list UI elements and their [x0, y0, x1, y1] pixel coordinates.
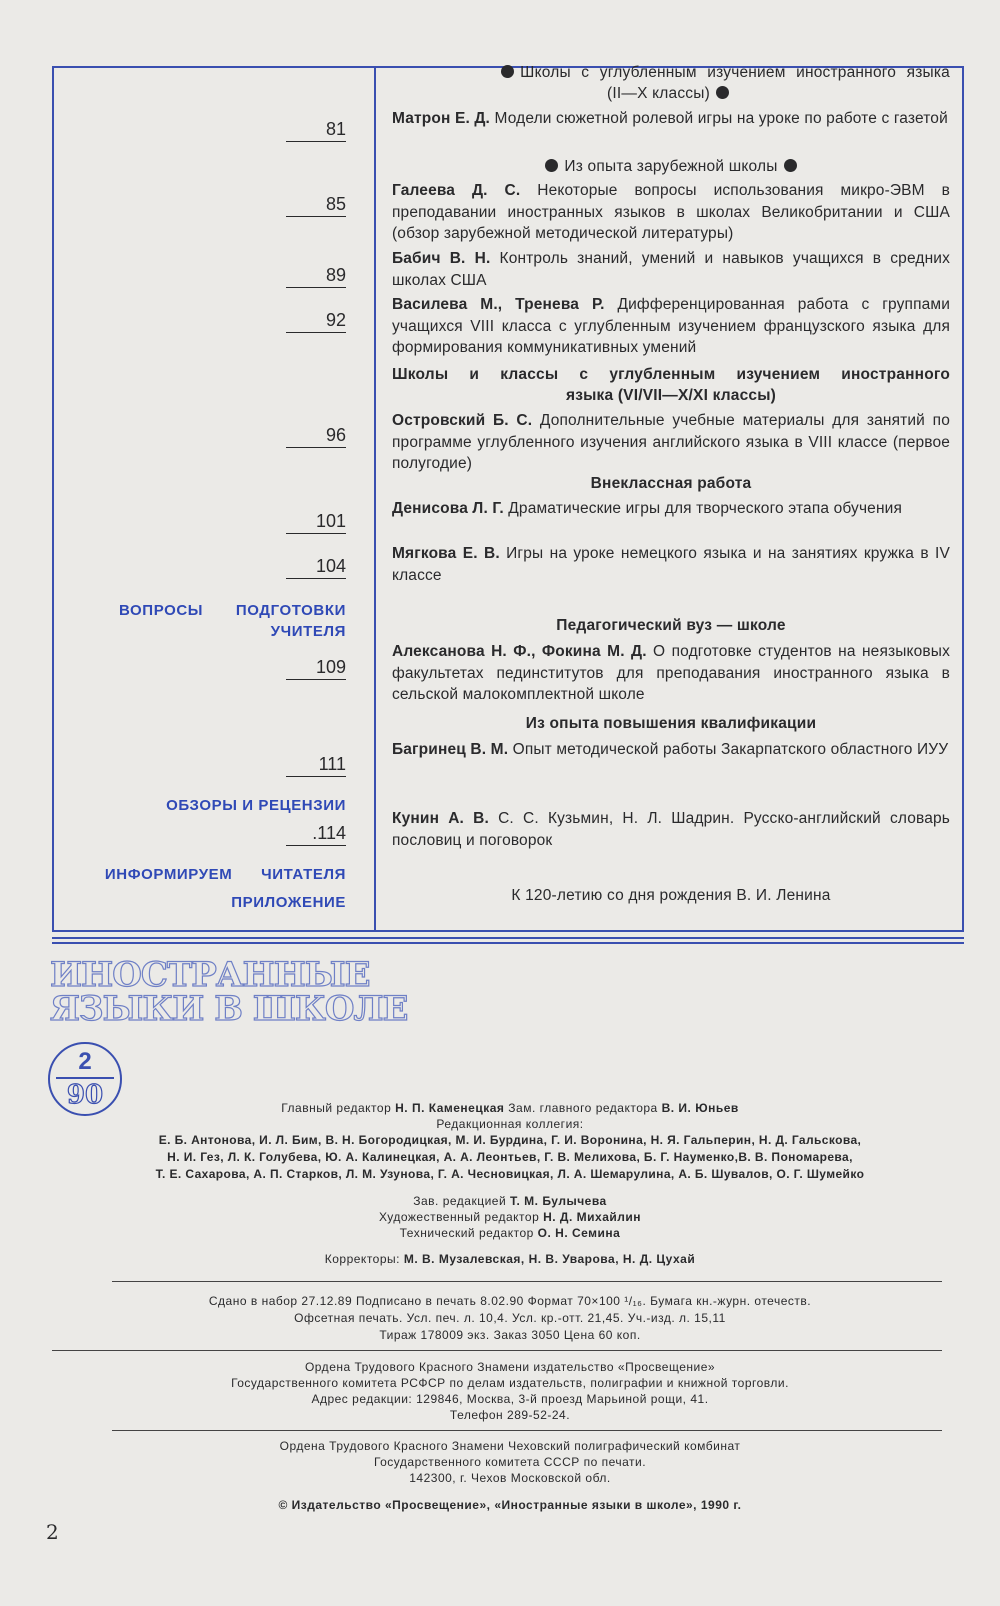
- masthead-rule: [52, 937, 964, 944]
- toc-entry: Денисова Л. Г. Драматические игры для творческого этапа обучения: [392, 500, 903, 517]
- heading-extracurricular: Внеклассная работа: [590, 475, 752, 492]
- toc-entry: Островский Б. С. Дополнительные учебные материалы для занятий по программе углубленного изучения английского языка в VIII классе (первое полугодие): [392, 412, 950, 472]
- printing-plant-3: 142300, г. Чехов Московской обл.: [409, 1471, 611, 1485]
- printing-plant-2: Государственного комитета СССР по печати.: [373, 1455, 647, 1469]
- publisher-3: Адрес редакции: 129846, Москва, 3-й проезд Марьиной рощи, 41.: [311, 1392, 709, 1406]
- editor-line: Главный редактор Н. П. Каменецкая Зам. главного редактора В. И. Юньев: [281, 1101, 739, 1115]
- heading-advanced-schools: Школы с углубленным изучением иностранного языка: [392, 62, 950, 83]
- toc-entry: Мягкова Е. В. Игры на уроке немецкого языка и на занятиях кружка в IV классе: [392, 545, 950, 584]
- toc-entries-column: [392, 64, 951, 930]
- journal-masthead: [50, 955, 408, 1029]
- divider-rule: [112, 1430, 942, 1431]
- board-members-1: Е. Б. Антонова, И. Л. Бим, В. Н. Богородицкая, М. И. Бурдина, Г. И. Воронина, Н. Я. Гальперин, Н. Д. Гальскова,: [158, 1133, 862, 1147]
- page-number-85: 85: [286, 193, 346, 217]
- tech-editor: Технический редактор О. Н. Семина: [399, 1226, 621, 1240]
- publisher-2: Государственного комитета РСФСР по делам издательств, полиграфии и книжной торговли.: [231, 1376, 789, 1390]
- toc-entry: Галеева Д. С. Некоторые вопросы использования микро-ЭВМ в преподавании иностранных языков в школах Великобритании и США (обзор зарубежной методической литературы): [392, 182, 950, 242]
- print-details-2: Офсетная печать. Усл. печ. л. 10,4. Усл. кр.-отт. 21,45. Уч.-изд. л. 15,11: [294, 1311, 726, 1325]
- heading-qualification: Из опыта повышения квалификации: [525, 715, 817, 732]
- divider-rule: [52, 1350, 942, 1351]
- toc-entry: Багринец В. М. Опыт методической работы Закарпатского областного ИУУ: [392, 741, 949, 758]
- print-details-3: Тираж 178009 экз. Заказ 3050 Цена 60 коп.: [379, 1328, 641, 1342]
- printing-plant-1: Ордена Трудового Красного Знамени Чеховский полиграфический комбинат: [279, 1439, 741, 1453]
- issue-year: 90: [66, 1080, 104, 1110]
- bullet-icon: [501, 65, 514, 78]
- section-voprosy: ВОПРОСЫ ПОДГОТОВКИ: [118, 602, 346, 619]
- footer-lenin-anniversary: К 120-летию со дня рождения В. И. Ленина: [511, 887, 831, 904]
- board-members-3: Т. Е. Сахарова, А. П. Старков, Л. М. Узунова, Г. А. Чесновицкая, Л. А. Шемарулина, А. Б. Шувалов, О. Г. Шумейко: [155, 1167, 865, 1181]
- page-number-114: .114: [286, 822, 346, 846]
- bullet-icon: [545, 159, 558, 172]
- board-members-2: Н. И. Гез, Л. К. Голубева, Ю. А. Калинецкая, А. А. Леонтьев, Г. В. Мелихова, Б. Г. Науменко,В. В. Пономарева,: [167, 1150, 853, 1164]
- heading-pedagogical-university: Педагогический вуз — школе: [556, 617, 786, 634]
- proofreaders: Корректоры: М. В. Музалевская, Н. В. Уварова, Н. Д. Цухай: [324, 1252, 696, 1266]
- bullet-icon: [716, 86, 729, 99]
- toc-entry: Матрон Е. Д. Модели сюжетной ролевой игры на уроке по работе с газетой: [392, 110, 948, 127]
- heading-schools-classes: Школы и классы с углубленным изучением иностранного: [392, 366, 950, 383]
- masthead-line-1: ИНОСТРАННЫЕ: [50, 955, 370, 995]
- office-head: Зав. редакцией Т. М. Булычева: [413, 1194, 607, 1208]
- divider-rule: [112, 1281, 942, 1282]
- page-number-104: 104: [286, 555, 346, 579]
- copyright: © Издательство «Просвещение», «Иностранные языки в школе», 1990 г.: [278, 1498, 742, 1512]
- publisher-4: Телефон 289-52-24.: [449, 1408, 571, 1422]
- heading-foreign-experience: Из опыта зарубежной школы: [392, 156, 950, 177]
- page-number-81: 81: [286, 118, 346, 142]
- toc-entry: Алексанова Н. Ф., Фокина М. Д. О подготовке студентов на неязыковых факультетах пединститутов для преподавания иностранного языка в сельской малокомплектной школе: [392, 643, 950, 703]
- page-number-109: 109: [286, 656, 346, 680]
- heading-grades: (II—X классы): [392, 83, 950, 104]
- publisher-1: Ордена Трудового Красного Знамени издательство «Просвещение»: [304, 1360, 716, 1374]
- section-obzory: ОБЗОРЫ И РЕЦЕНЗИИ: [166, 797, 346, 814]
- page-number-92: 92: [286, 309, 346, 333]
- toc-page-column: [54, 68, 374, 930]
- bullet-icon: [784, 159, 797, 172]
- page-number-96: 96: [286, 424, 346, 448]
- issue-number: 2: [78, 1048, 92, 1075]
- table-of-contents: [52, 66, 964, 932]
- page-number-111: 111: [286, 753, 346, 777]
- art-editor: Художественный редактор Н. Д. Михайлин: [378, 1210, 641, 1224]
- section-inform: ИНФОРМИРУЕМ ЧИТАТЕЛЯ: [104, 866, 346, 883]
- page-number-89: 89: [286, 264, 346, 288]
- heading-grades-advanced: языка (VI/VII—X/XI классы): [565, 387, 777, 404]
- section-uchitelya: УЧИТЕЛЯ: [270, 623, 346, 640]
- toc-entry: Василева М., Тренева Р. Дифференцированная работа с группами учащихся VIII класса с углубленным изучением французского языка для формирования коммуникативных умений: [392, 296, 951, 356]
- masthead-line-2: ЯЗЫКИ В ШКОЛЕ: [50, 989, 408, 1029]
- section-prilozhenie: ПРИЛОЖЕНИЕ: [231, 894, 346, 911]
- board-label: Редакционная коллегия:: [436, 1117, 584, 1131]
- page-number: 2: [46, 1520, 59, 1544]
- toc-entry: Бабич В. Н. Контроль знаний, умений и навыков учащихся в средних школах США: [392, 250, 950, 289]
- page-number-101: 101: [286, 510, 346, 534]
- toc-divider: [374, 68, 376, 930]
- toc-entry: Кунин А. В. С. С. Кузьмин, Н. Л. Шадрин. Русско-английский словарь пословиц и поговорок: [392, 810, 950, 849]
- print-details-1: Сдано в набор 27.12.89 Подписано в печать 8.02.90 Формат 70×100 ¹/₁₆. Бумага кн.-журн. отечеств.: [208, 1294, 812, 1308]
